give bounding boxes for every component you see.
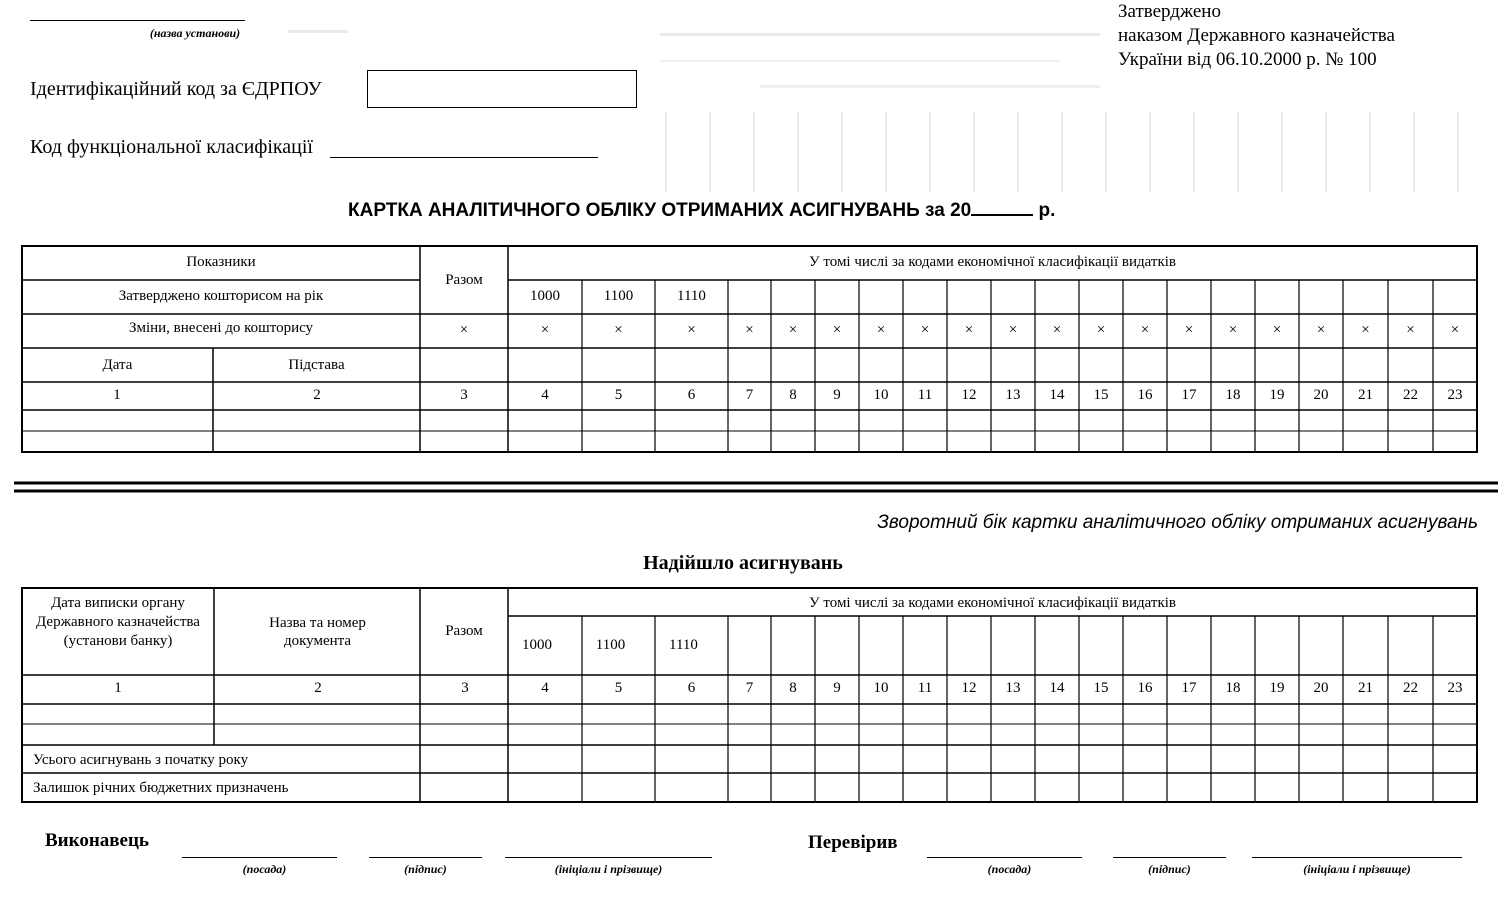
column-number: 14 [1049, 680, 1065, 696]
executor-position-caption: (посада) [242, 862, 287, 876]
cross-mark: × [1184, 322, 1194, 338]
column-number: 6 [687, 387, 696, 403]
executor-initials-field[interactable] [505, 857, 712, 858]
checker-signature-field[interactable] [1113, 857, 1226, 858]
column-number: 2 [314, 680, 322, 696]
cross-mark: × [788, 322, 798, 338]
column-number: 7 [745, 387, 754, 403]
column-number: 18 [1225, 680, 1241, 696]
cross-mark: × [832, 322, 842, 338]
column-number: 12 [961, 680, 977, 696]
t2-econ-header: У томі числі за кодами економічної класифікації видатків [809, 595, 1176, 611]
column-number: 22 [1403, 680, 1418, 696]
code-1110: 1110 [677, 288, 706, 304]
column-number: 17 [1181, 387, 1197, 403]
column-number: 2 [313, 387, 321, 403]
column-number: 6 [687, 680, 696, 696]
cross-mark: × [540, 322, 550, 338]
cross-mark: × [964, 322, 974, 338]
cross-mark: × [876, 322, 886, 338]
column-number: 1 [114, 680, 122, 696]
code-1100: 1100 [595, 637, 626, 653]
cross-mark: × [1316, 322, 1326, 338]
card-title-suffix: р. [1038, 200, 1056, 221]
cross-mark: × [614, 322, 623, 338]
cross-mark: × [1228, 322, 1238, 338]
column-number: 13 [1005, 680, 1021, 696]
column-number: 20 [1313, 680, 1329, 696]
t1-approved-row: Затверджено кошторисом на рік [118, 288, 324, 304]
column-number: 19 [1269, 387, 1285, 403]
column-number: 22 [1403, 387, 1418, 403]
t1-changes-row: Зміни, внесені до кошторису [128, 320, 314, 336]
checker-position-field[interactable] [927, 857, 1082, 858]
column-number: 8 [789, 387, 797, 403]
cross-mark: × [1008, 322, 1018, 338]
column-number: 18 [1225, 387, 1241, 403]
column-number: 15 [1093, 387, 1109, 403]
column-number: 9 [833, 680, 841, 696]
column-number: 16 [1137, 387, 1153, 403]
column-number: 5 [614, 680, 623, 696]
executor-signature-field[interactable] [369, 857, 482, 858]
t1-basis: Підстава [288, 357, 345, 373]
approval-line-2: наказом Державного казначейства [1118, 25, 1395, 46]
cross-mark: × [687, 322, 696, 338]
column-number: 11 [917, 387, 933, 403]
code-1000: 1000 [530, 288, 560, 304]
t2-date-header: Дата виписки органу Державного казначейства (установи банку) [36, 595, 200, 649]
column-number: 19 [1269, 680, 1285, 696]
func-class-label: Код функціональної класифікації [30, 136, 313, 158]
column-number: 23 [1447, 387, 1463, 403]
column-number: 11 [917, 680, 933, 696]
column-number: 4 [541, 680, 549, 696]
cross-mark: × [920, 322, 930, 338]
executor-signature-caption: (підпис) [404, 862, 447, 876]
column-number: 10 [873, 387, 889, 403]
t2-balance-row: Залишок річних бюджетних призначень [33, 780, 289, 796]
column-number: 5 [614, 387, 623, 403]
checker-initials-caption: (ініціали і прізвище) [1303, 862, 1411, 876]
edrpou-label: Ідентифікаційний код за ЄДРПОУ [30, 78, 322, 100]
executor-position-field[interactable] [182, 857, 337, 858]
column-number: 9 [833, 387, 841, 403]
t2-total-row: Усього асигнувань з початку року [33, 752, 249, 768]
cross-mark: × [1272, 322, 1282, 338]
checked-label: Перевірив [808, 832, 898, 853]
column-number: 21 [1358, 680, 1373, 696]
cross-mark: × [459, 322, 469, 338]
column-number: 1 [113, 387, 121, 403]
column-number: 7 [745, 680, 754, 696]
column-number: 16 [1137, 680, 1153, 696]
code-1000: 1000 [522, 637, 552, 653]
executor-label: Виконавець [45, 830, 149, 851]
column-number: 12 [961, 387, 977, 403]
column-number: 10 [873, 680, 889, 696]
checker-initials-field[interactable] [1252, 857, 1462, 858]
column-number: 4 [541, 387, 549, 403]
received-title: Надійшло асигнувань [643, 552, 843, 574]
code-1100: 1100 [603, 288, 634, 304]
t1-date: Дата [102, 357, 133, 373]
column-number: 20 [1313, 387, 1329, 403]
column-number: 13 [1005, 387, 1021, 403]
t2-total: Разом [445, 623, 483, 639]
cross-mark: × [1450, 322, 1460, 338]
column-number: 8 [789, 680, 797, 696]
checker-position-caption: (посада) [987, 862, 1032, 876]
column-number: 17 [1181, 680, 1197, 696]
approval-line-3: України від 06.10.2000 р. № 100 [1118, 49, 1377, 70]
column-number: 3 [461, 680, 469, 696]
code-1110: 1110 [669, 637, 698, 653]
cross-mark: × [1096, 322, 1106, 338]
t1-indicators: Показники [186, 254, 256, 270]
card-title-text: КАРТКА АНАЛІТИЧНОГО ОБЛІКУ ОТРИМАНИХ АСИГНУВАНЬ за 20 [348, 200, 972, 221]
cross-mark: × [1052, 322, 1062, 338]
t1-econ-header: У томі числі за кодами економічної класифікації видатків [809, 254, 1176, 270]
t1-total: Разом [445, 272, 483, 288]
cross-mark: × [745, 322, 754, 338]
t2-doc-header: Назва та номер документа [269, 615, 366, 649]
cross-mark: × [1406, 322, 1415, 338]
column-number: 23 [1447, 680, 1463, 696]
column-number: 21 [1358, 387, 1373, 403]
cross-mark: × [1140, 322, 1150, 338]
column-number: 14 [1049, 387, 1065, 403]
back-side-title: Зворотний бік картки аналітичного обліку отриманих асигнувань [877, 512, 1478, 533]
checker-signature-caption: (підпис) [1148, 862, 1191, 876]
column-number: 3 [460, 387, 468, 403]
executor-initials-caption: (ініціали і прізвище) [554, 862, 663, 876]
column-number: 15 [1093, 680, 1109, 696]
approval-line-1: Затверджено [1118, 1, 1221, 22]
institution-caption: (назва установи) [149, 26, 241, 40]
cross-mark: × [1361, 322, 1370, 338]
